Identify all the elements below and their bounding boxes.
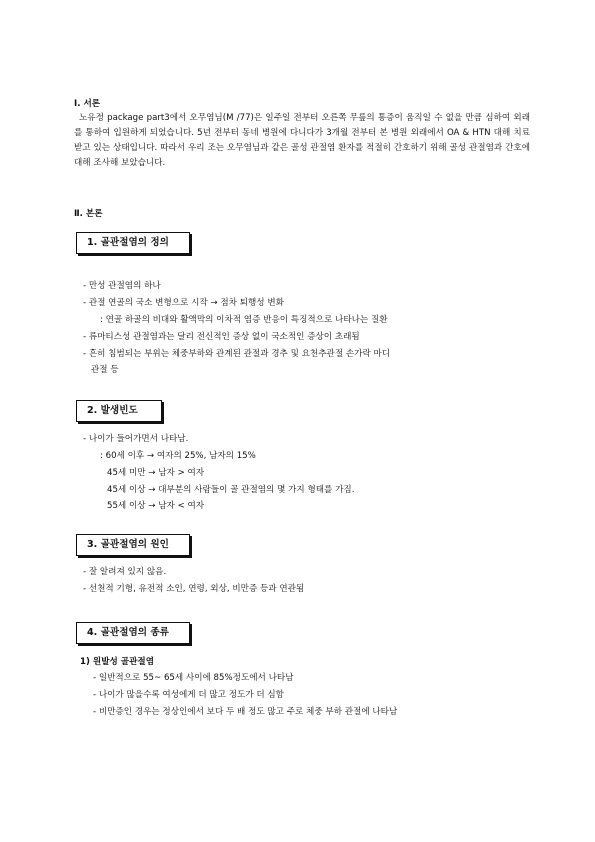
section-title-box: 3. 골관절염의 원인 [76, 534, 190, 556]
list-item: - 선천적 기형, 유전적 소인, 연령, 외상, 비만증 등과 연관됨 [83, 584, 305, 594]
body-heading: Ⅱ. 본론 [74, 209, 103, 219]
list-item: 45세 이상 → 대부분의 사람들이 골 관절염의 몇 가지 형태를 가짐. [107, 485, 355, 495]
list-item: - 비만증인 경우는 정상인에서 보다 두 배 정도 많고 주로 체중 부하 관절에 나타남 [93, 707, 398, 717]
list-item: - 류마티스성 관절염과는 달리 전신적인 증상 없이 국소적인 증상이 초래됨 [83, 332, 360, 342]
subheading: 1) 원발성 골관절염 [80, 657, 155, 667]
list-item: - 일반적으로 55~ 65세 사이에 85%정도에서 나타남 [93, 673, 294, 683]
list-item: : 60세 이후 → 여자의 25%, 남자의 15% [100, 451, 256, 461]
list-item: : 연골 하골의 비대와 활액막의 이차적 염증 반응이 특징적으로 나타나는 질환 [100, 315, 388, 325]
list-item: - 흔히 침범되는 부위는 체중부하와 관계된 관절과 경추 및 요천추관절 손가락 마디 [83, 349, 391, 359]
list-item: - 나이가 들어가면서 나타남. [83, 434, 189, 444]
section-title-box: 2. 발생빈도 [76, 400, 162, 422]
list-item: 45세 미만 → 남자 > 여자 [107, 468, 205, 478]
intro-heading: Ⅰ. 서론 [74, 99, 101, 109]
intro-paragraph: 노유정 package part3에서 오무염님(M /77)은 일주일 전부터 오른쪽 무릎의 통증이 움직일 수 없을 만큼 심하여 외래를 통하여 입원하게 되었습니다. 5년 전부터 동네 병원에 다니다가 3개월 전부터 본 병원 외래에서 OA & HTN 대해 치료 받고 있는 상태입니다. 따라서 우리 조는 오무염님과 같은 골성 관절염 환자를 적절히 간호하기 위해 골성 관절염과 간호에 대해 조사해 보았습니다. [74, 113, 530, 168]
list-item: - 잘 알려져 있지 않음. [83, 567, 167, 577]
list-item: - 관절 연골의 국소 변형으로 시작 → 점차 퇴행성 변화 [83, 298, 284, 308]
list-item: 55세 이상 → 남자 < 여자 [107, 501, 205, 511]
section-title-box: 4. 골관절염의 종류 [76, 622, 190, 644]
section-title-box: 1. 골관절염의 정의 [76, 232, 190, 254]
list-item: - 만성 관절염의 하나 [83, 281, 161, 291]
list-item: 관절 등 [91, 365, 119, 375]
list-item: - 나이가 많을수록 여성에게 더 많고 정도가 더 심함 [93, 690, 284, 700]
